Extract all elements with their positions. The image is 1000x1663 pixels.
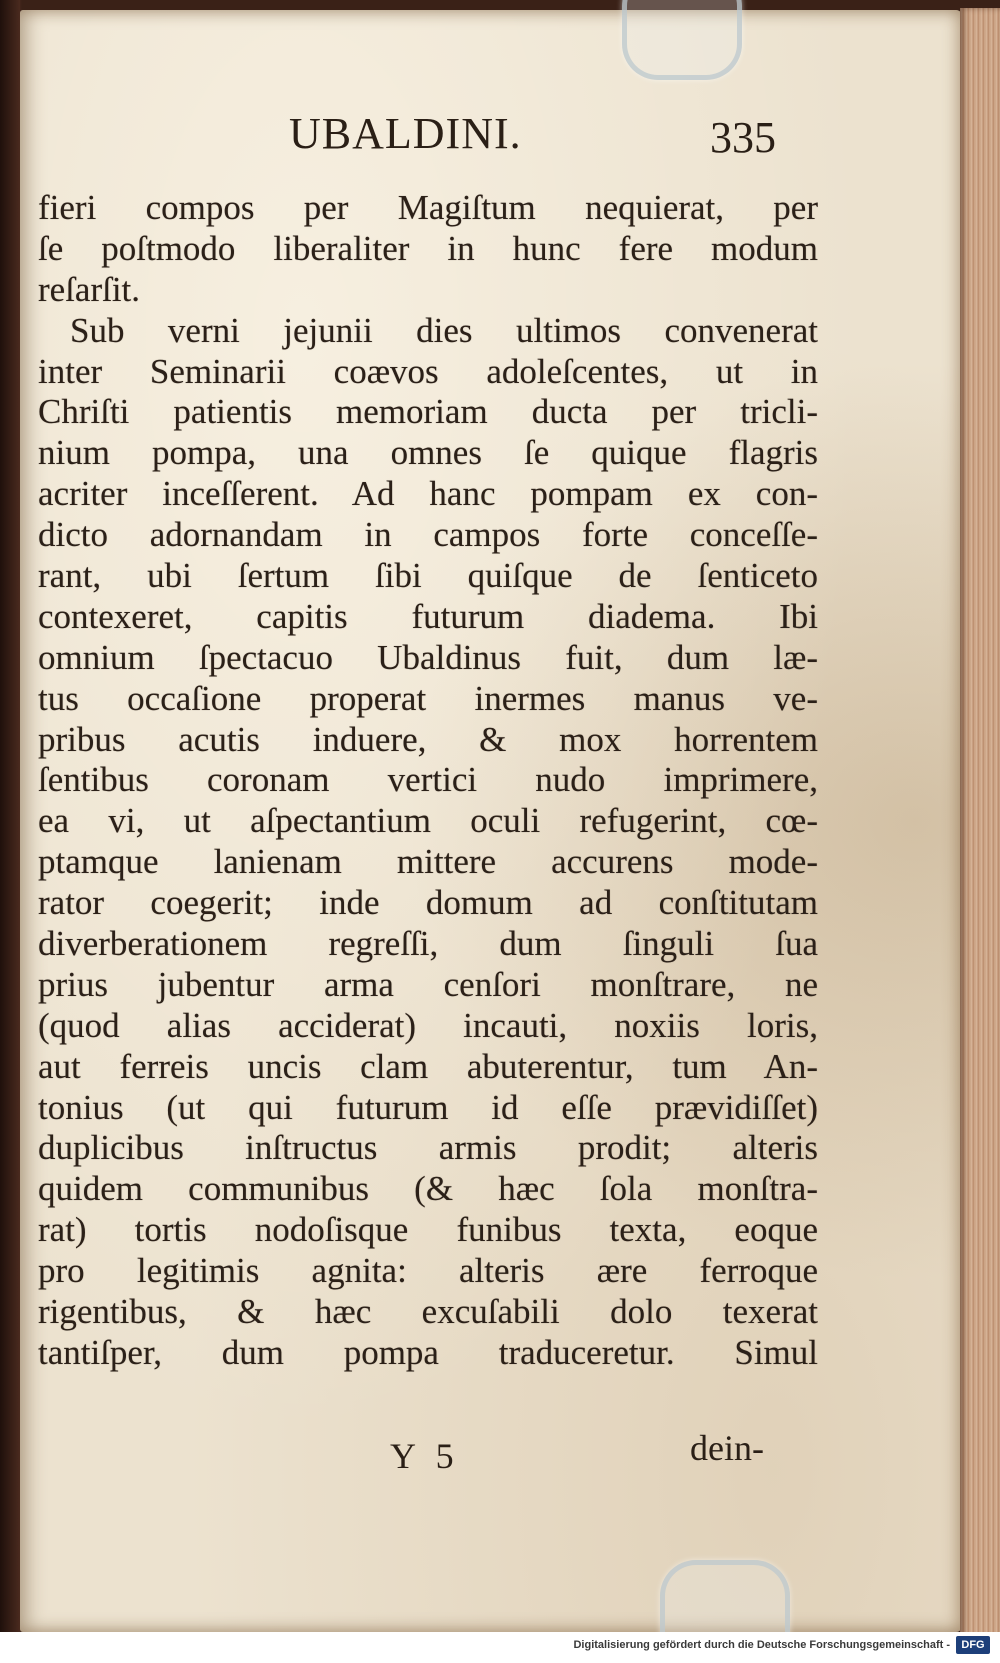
text-line: quidem communibus (& hæc ſola monſtra- — [38, 1169, 818, 1209]
catchword: dein- — [690, 1428, 764, 1468]
text-line: pribus acutis induere, & mox horrentem — [38, 719, 818, 759]
text-line: tantiſper, dum pompa traduceretur. Simul — [38, 1332, 818, 1372]
text-line: dicto adornandam in campos forte conceſſe- — [38, 515, 818, 555]
text-line: Chriſti patientis memoriam ducta per tricli- — [38, 392, 818, 432]
text-line: ptamque lanienam mittere accurens mode- — [38, 842, 818, 882]
text-line: tonius (ut qui futurum id eſſe prævidiſſet) — [38, 1087, 818, 1127]
text-line: rigentibus, & hæc excuſabili dolo texerat — [38, 1292, 818, 1332]
text-line: prius jubentur arma cenſori monſtrare, ne — [38, 964, 818, 1004]
text-line: duplicibus inſtructus armis prodit; alteris — [38, 1128, 818, 1168]
text-line: pro legitimis agnita: alteris ære ferroque — [38, 1251, 818, 1291]
text-line: ſe poſtmodo liberaliter in hunc fere modum — [38, 228, 818, 268]
page-fore-edge — [960, 8, 1000, 1638]
digitization-credit-bar — [0, 1632, 1000, 1663]
text-line: Sub verni jejunii dies ultimos convenerat — [70, 310, 818, 350]
text-line: diverberationem regreſſi, dum ſinguli ſua — [38, 924, 818, 964]
text-line: rat) tortis nodoſisque funibus texta, eoque — [38, 1210, 818, 1250]
funding-credit-text: Digitalisierung gefördert durch die Deutsche Forschungsgemeinschaft - — [573, 1639, 950, 1651]
text-line: rator coegerit; inde domum ad conſtitutam — [38, 883, 818, 923]
dfg-logo-icon: DFG — [956, 1636, 990, 1654]
page-number: 335 — [710, 113, 776, 162]
text-line: nium pompa, una omnes ſe quique flagris — [38, 433, 818, 473]
book-spine-edge — [0, 0, 20, 1663]
text-line: inter Seminarii coævos adoleſcentes, ut in — [38, 351, 818, 391]
page-clip-top — [622, 0, 742, 80]
text-line: ea vi, ut aſpectantium oculi refugerint, cœ- — [38, 801, 818, 841]
body-text — [38, 188, 818, 1374]
text-line: (quod alias acciderat) incauti, noxiis loris, — [38, 1005, 818, 1045]
text-line: reſarſit. — [38, 269, 141, 309]
signature-mark: Y 5 — [390, 1436, 460, 1476]
running-title: UBALDINI. — [289, 109, 522, 158]
text-line: contexeret, capitis futurum diadema. Ibi — [38, 596, 818, 636]
text-line: acriter inceſſerent. Ad hanc pompam ex con- — [38, 474, 818, 514]
text-line: ſentibus coronam vertici nudo imprimere, — [38, 760, 818, 800]
text-line: fieri compos per Magiſtum nequierat, per — [38, 188, 818, 227]
text-line: omnium ſpectacuo Ubaldinus fuit, dum læ- — [38, 637, 818, 677]
text-line: tus occaſione properat inermes manus ve- — [38, 678, 818, 718]
text-line: aut ferreis uncis clam abuterentur, tum An- — [38, 1046, 818, 1086]
text-line: rant, ubi ſertum ſibi quiſque de ſenticeto — [38, 556, 818, 596]
page-header — [0, 108, 1000, 168]
